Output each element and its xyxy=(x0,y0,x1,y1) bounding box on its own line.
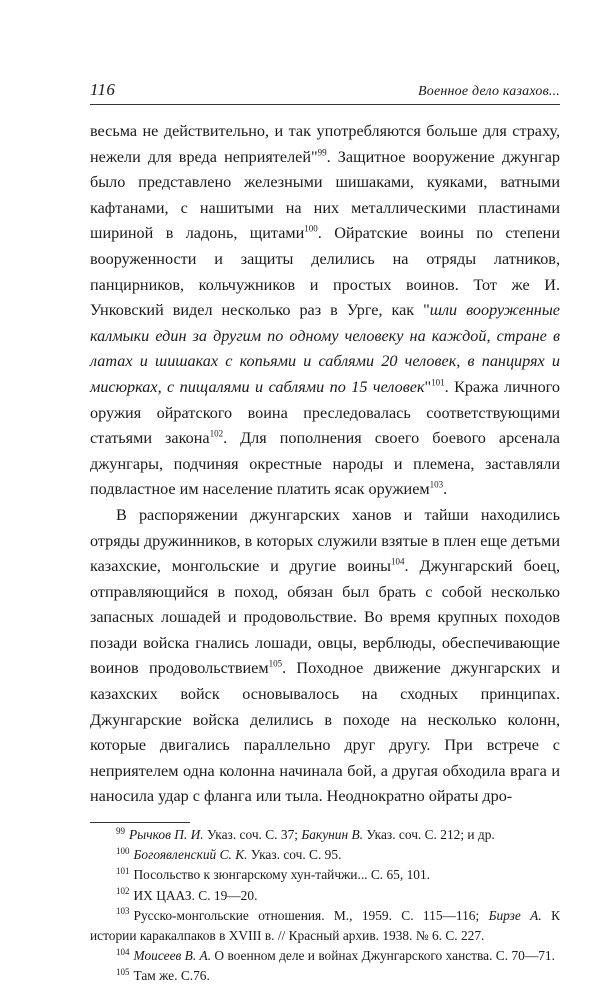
text-segment: " xyxy=(424,377,432,396)
text-segment: . xyxy=(443,480,448,499)
paragraph-2 xyxy=(90,503,560,810)
text-segment: . Защитное вооружение джунгар было представлено железными шишаками, куяками, ватными кафтанами, с нашитыми на них металлическими пластинами шириной в ладонь, щитами xyxy=(90,147,560,243)
footnote-ref-99: 99 xyxy=(317,147,327,158)
footnote-ref-105: 105 xyxy=(268,659,283,670)
footnote-ref-104: 104 xyxy=(391,556,405,567)
footnote-100: $^{100}$ Богоявленский С. К. Указ. соч. С. 95. xyxy=(116,845,342,863)
main-text xyxy=(90,119,560,810)
book-page xyxy=(90,80,560,987)
footnote-ref-103: 103 xyxy=(429,479,444,490)
text-segment: . Походное движение джунгарских и казахских войск основывалось на сходных принципах. Джунгарские войска делились в походе на несколько колонн, которые двигались параллельно друг другу. При встрече с неприятелем одна колонна начинала бой, а другая обходила врага и наносила удар с фланга или тыла. Неоднократно ойраты дро- xyxy=(90,659,560,806)
footnote-ref-100: 100 xyxy=(304,223,318,234)
footnote-99: $^{99}$ Рычков П. И. Указ. соч. С. 37; Бакунин В. Указ. соч. С. 212; и др. xyxy=(116,825,495,843)
quoted-text: шли вооруженные калмыки един за другим по одному человеку на каждой, стране в латах и шишаках с копьями и саблями 20 человек, в панцирях и мисюрках, с пищалями и саблями по 15 человек xyxy=(90,301,560,396)
paragraph-1 xyxy=(90,119,560,503)
footnote-divider xyxy=(90,822,190,823)
footnote-ref-101: 101 xyxy=(431,377,445,388)
footnote-ref-102: 102 xyxy=(209,428,224,439)
text-segment: весьма не действительно, и так употребляются больше для страху, нежели для вреда неприятелей" xyxy=(90,122,560,166)
running-title: Военное дело казахов... xyxy=(418,84,560,99)
text-segment: . Ойратские воины по степени вооруженности и защиты делились на отряды латников, панцирников, кольчужников и простых воинов. Тот же И. Унковский видел несколько раз в Урге, как " xyxy=(90,224,560,320)
text-segment: . Для пополнения своего боевого арсенала джунгары, подчиняя окрестные народы и племена, заставляли подвластное им население платить ясак оружием xyxy=(90,429,560,499)
footnote-102: $^{102}$ ИХ ЦААЗ. С. 19—20. xyxy=(116,886,258,903)
running-header xyxy=(90,80,560,105)
footnote-104: $^{104}$ Моисеев В. А. О военном деле и войнах Джунгарского ханства. С. 70—71. xyxy=(116,946,555,964)
footnote-103: $^{103}$ Русско-монгольские отношения. М., 1959. С. 115—116; Бирзе А. К истории каракалпаков в XVIII в. // Красный архив. 1938. № 6. С. 227. xyxy=(90,906,560,944)
footnotes xyxy=(90,825,560,987)
text-segment: . Кража личного оружия ойратского воина преследовалась соответствующими статьями закона xyxy=(90,377,560,448)
footnote-101: $^{101}$ Посольство к зюнгарскому хун-тайчжи... С. 65, 101. xyxy=(116,865,431,883)
text-segment: В распоряжении джунгарских ханов и тайши находились отряды дружинников, в которых служили взятые в плен еще детьми казахские, монгольские и другие воины xyxy=(90,505,560,576)
page-number: 116 xyxy=(90,80,116,99)
text-segment: . Джунгарский боец, отправляющийся в поход, обязан был брать с собой несколько запасных лошадей и продовольствие. Во время крупных походов позади войска гнались лошади, овцы, верблюды, обеспечивающие воинов продовольствием xyxy=(90,557,560,678)
footnote-105: $^{105}$ Там же. С.76. xyxy=(116,966,210,984)
